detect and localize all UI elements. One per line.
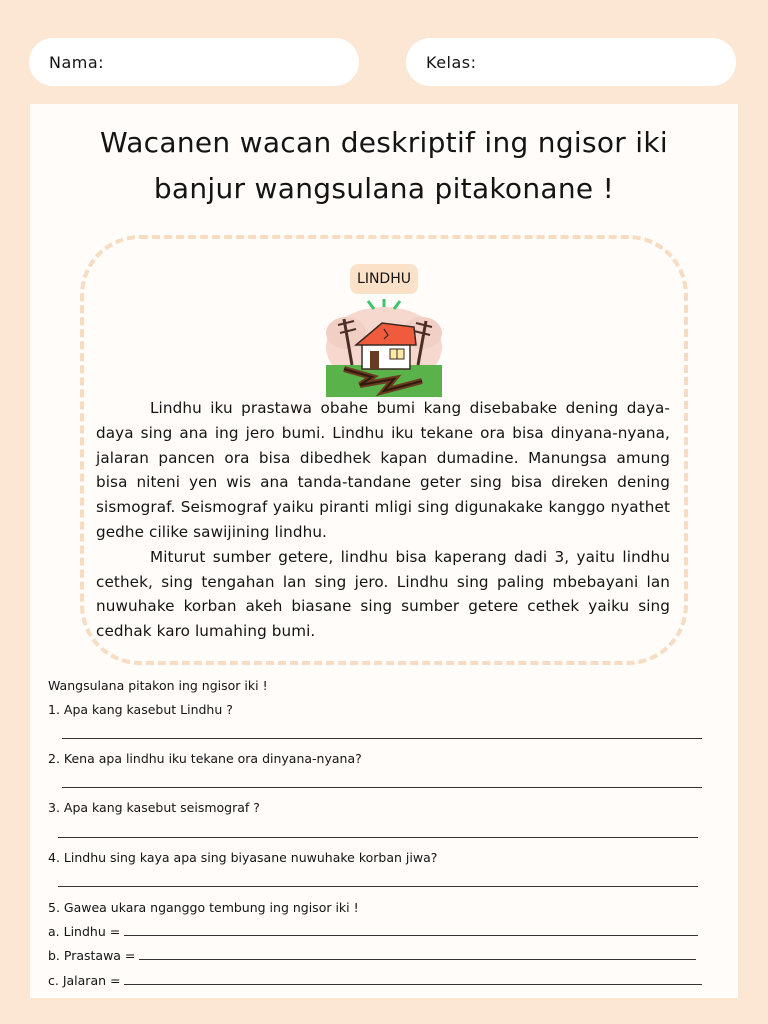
passage-paragraph-1: Lindhu iku prastawa obahe bumi kang disebabake dening daya-daya sing ana ing jero bumi. Lindhu iku tekane ora bisa dinyana-nyana, jalaran pancen ora bisa dibedhek kapan dumadine. Manungsa amung bisa niteni yen wis ana tanda-tandane geter sing bisa direken dening sismograf. Seismograf yaiku piranti mligi sing digunakake kanggo nyathet gedhe cilike sawijining lindhu. bbox=[96, 399, 670, 541]
question-1: 1. Apa kang kasebut Lindhu ? bbox=[48, 702, 233, 717]
name-label: Nama: bbox=[49, 52, 105, 72]
sub-question-c bbox=[48, 973, 702, 988]
class-field[interactable] bbox=[406, 38, 736, 86]
sub-question-b bbox=[48, 948, 696, 963]
answer-line-3[interactable] bbox=[58, 837, 698, 838]
answer-line-b[interactable] bbox=[139, 959, 696, 960]
question-3: 3. Apa kang kasebut seismograf ? bbox=[48, 800, 260, 815]
questions-intro: Wangsulana pitakon ing ngisor iki ! bbox=[48, 678, 268, 693]
title-line-1: Wacanen wacan deskriptif ing ngisor iki bbox=[100, 126, 668, 159]
worksheet-page bbox=[30, 104, 738, 998]
answer-line-2[interactable] bbox=[62, 787, 702, 788]
answer-line-1[interactable] bbox=[62, 738, 702, 739]
answer-line-a[interactable] bbox=[124, 935, 698, 936]
sub-question-b-label: b. Prastawa = bbox=[48, 948, 136, 963]
answer-line-4[interactable] bbox=[58, 886, 698, 887]
sub-question-a-label: a. Lindhu = bbox=[48, 924, 121, 939]
passage-paragraph-2: Miturut sumber getere, lindhu bisa kaperang dadi 3, yaitu lindhu cethek, sing tengahan lan sing jero. Lindhu sing paling mbebayani lan nuwuhake korban akeh biasane sing sumber getere cethek yaiku sing cedhak karo lumahing bumi. bbox=[96, 547, 670, 641]
question-5: 5. Gawea ukara nganggo tembung ing ngisor iki ! bbox=[48, 900, 359, 915]
reading-title-badge: LINDHU bbox=[350, 264, 418, 294]
name-field[interactable] bbox=[29, 38, 359, 86]
title-line-2: banjur wangsulana pitakonane ! bbox=[153, 172, 615, 205]
question-2: 2. Kena apa lindhu iku tekane ora dinyana-nyana? bbox=[48, 751, 362, 766]
sub-question-a bbox=[48, 924, 698, 939]
answer-line-c[interactable] bbox=[124, 984, 702, 985]
question-4: 4. Lindhu sing kaya apa sing biyasane nuwuhake korban jiwa? bbox=[48, 850, 438, 865]
reading-passage bbox=[96, 396, 670, 644]
class-label: Kelas: bbox=[426, 52, 477, 72]
earthquake-house-icon bbox=[324, 299, 444, 397]
sub-question-c-label: c. Jalaran = bbox=[48, 973, 121, 988]
page-title bbox=[30, 120, 738, 212]
